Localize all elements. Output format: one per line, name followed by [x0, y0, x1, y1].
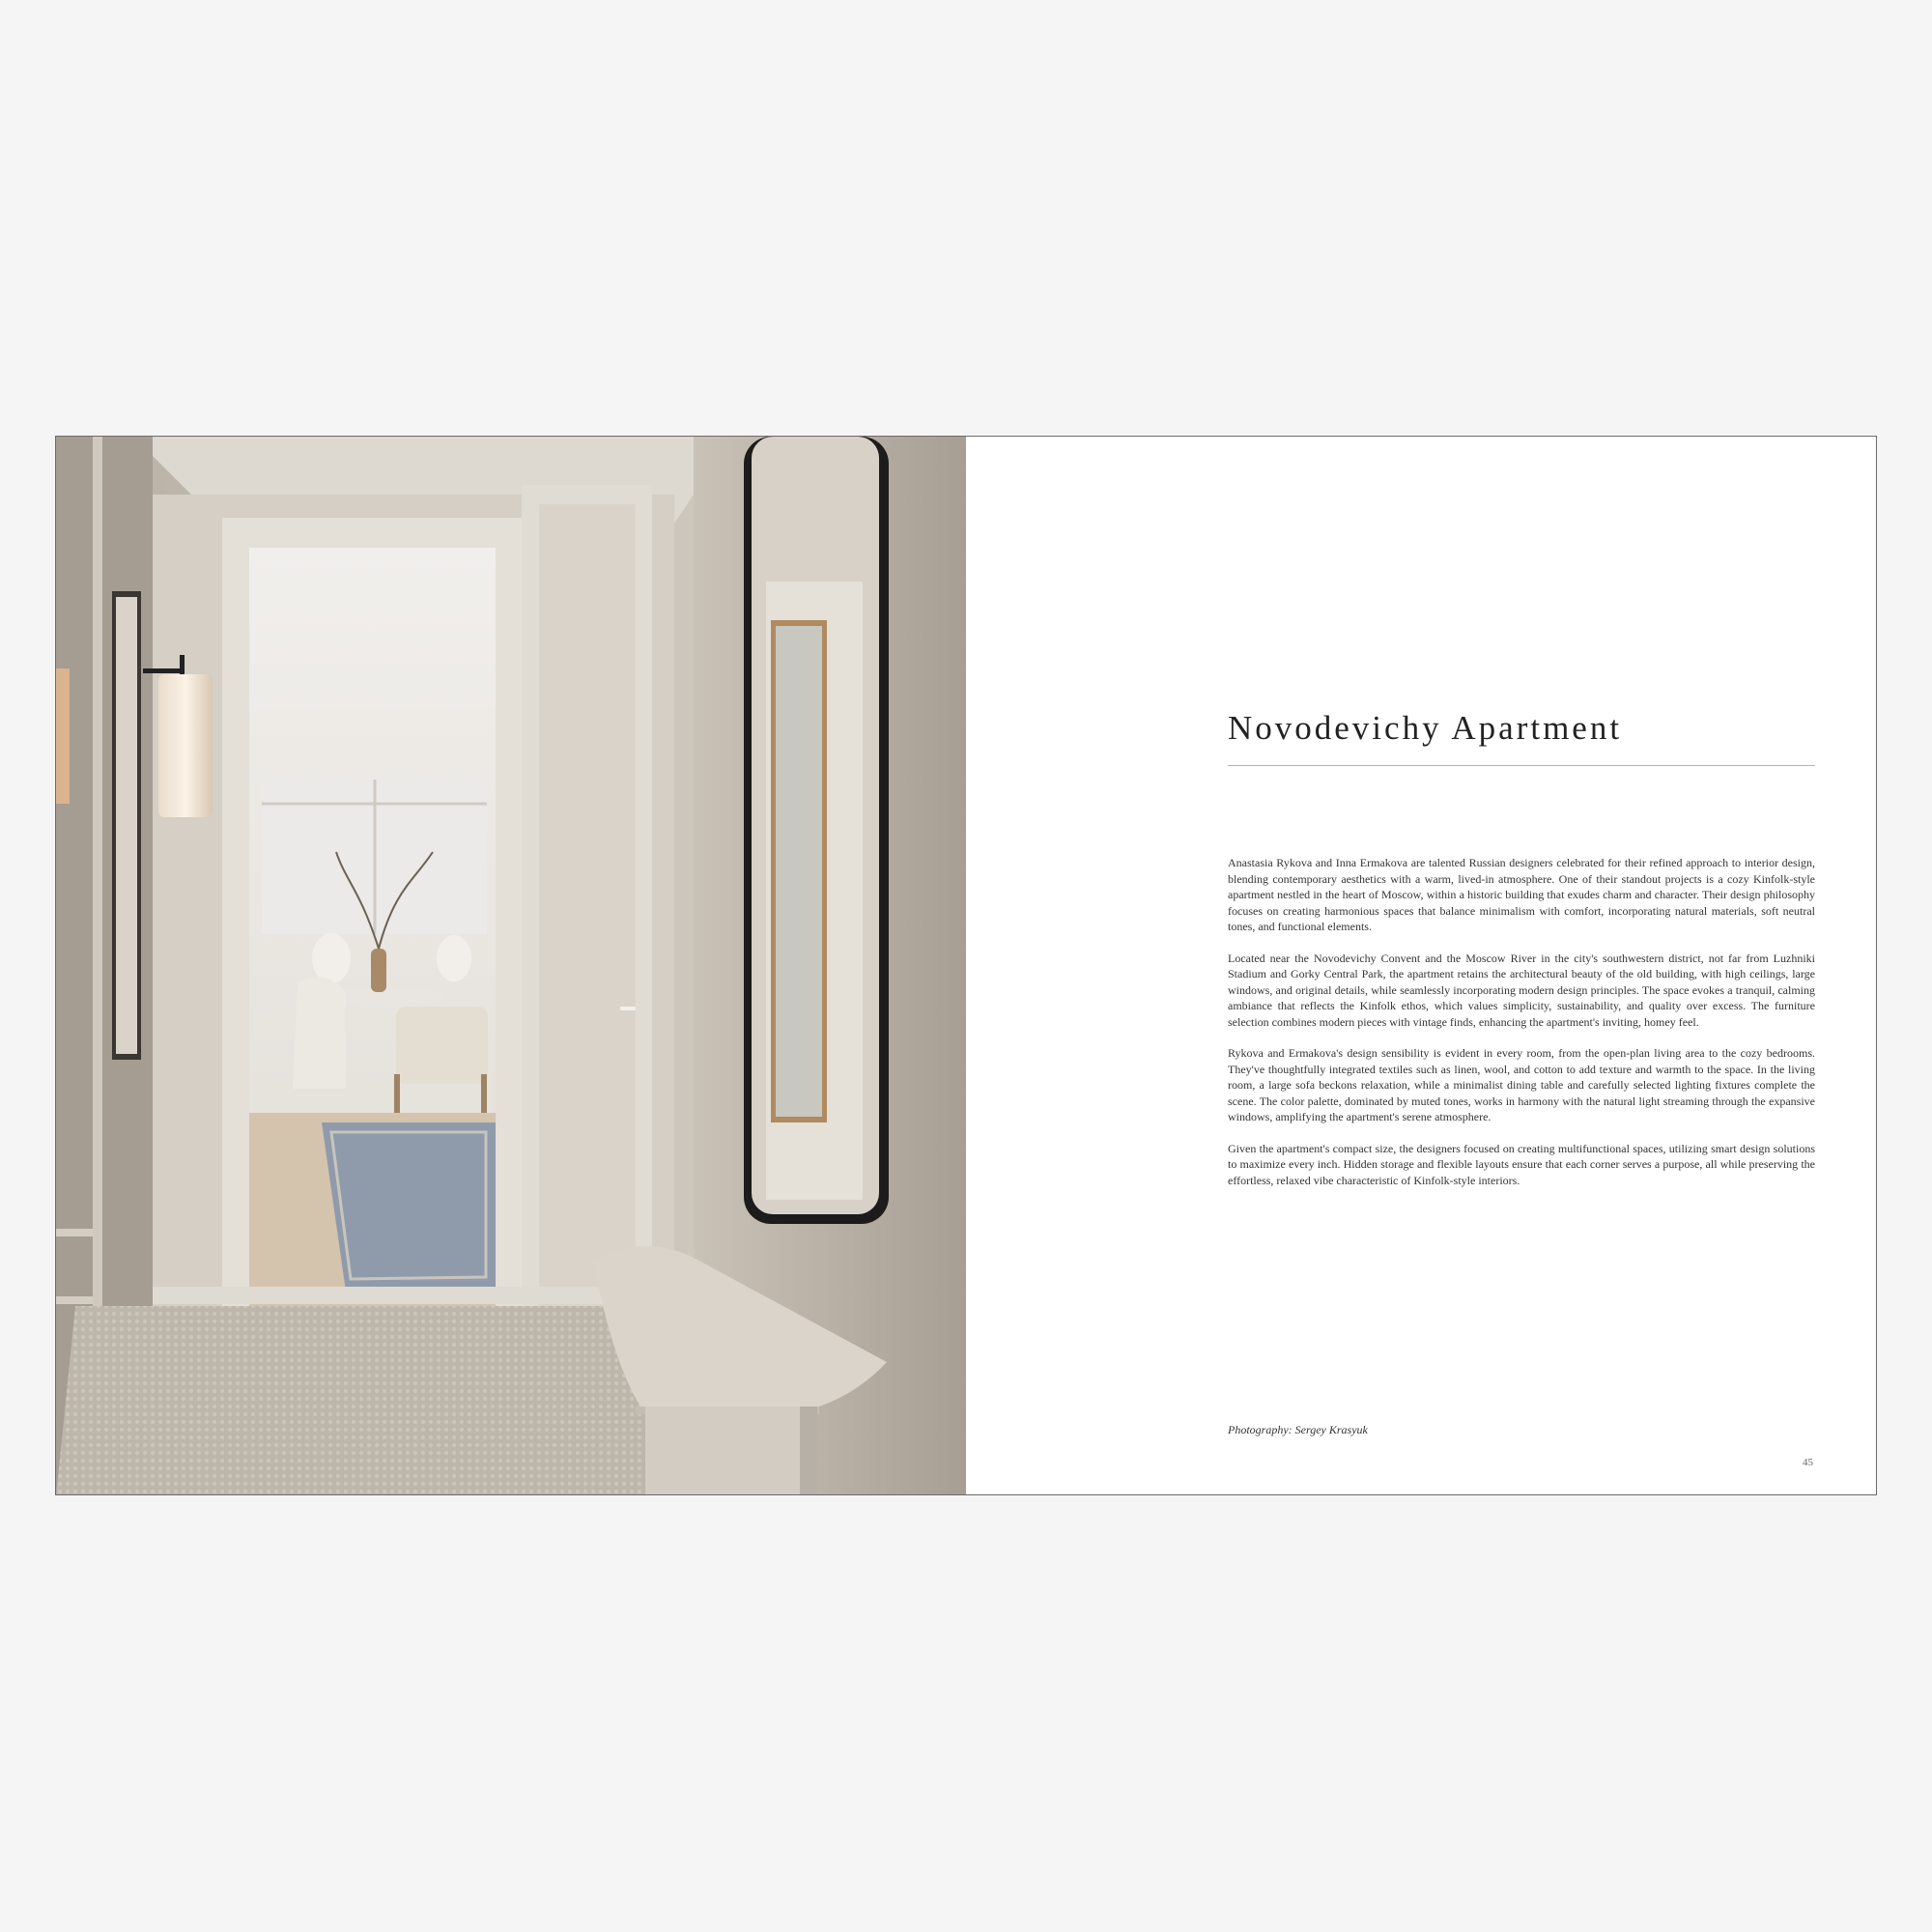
- photo-credit: Photography: Sergey Krasyuk: [1228, 1423, 1368, 1436]
- article-body: [1228, 855, 1815, 1204]
- title-divider: [1228, 765, 1815, 766]
- article-page: [966, 437, 1877, 1494]
- body-paragraph-3: Rykova and Ermakova's design sensibility is evident in every room, from the open-plan living area to the cozy bedrooms. They've thoughtfully integrated textiles such as linen, wool, and cotton to add texture and warmth to the space. In the living room, a large sofa beckons relaxation, while a minimalist dining table and carefully selected lighting fixtures complete the scene. The color palette, dominated by muted tones, works in harmony with the natural light streaming through the expansive windows, amplifying the apartment's serene atmosphere.: [1228, 1046, 1815, 1123]
- body-paragraph-4: Given the apartment's compact size, the designers focused on creating multifunctional spaces, utilizing smart design solutions to maximize every inch. Hidden storage and flexible layouts ensure that each corner serves a purpose, all while preserving the effortless, relaxed vibe characteristic of Kinfolk-style interiors.: [1228, 1141, 1815, 1187]
- article-title: Novodevichy Apartment: [1228, 709, 1623, 747]
- body-paragraph-2: Located near the Novodevichy Convent and the Moscow River in the city's southwestern district, not far from Luzhniki Stadium and Gorky Central Park, the apartment retains the architectural beauty of the old building, with high ceilings, large windows, and original details, while seamlessly incorporating modern design principles. The space evokes a tranquil, calming ambiance that reflects the Kinfolk ethos, which values simplicity, sustainability, and quality over excess. The furniture selection combines modern pieces with vintage finds, enhancing the apartment's inviting, homey feel.: [1228, 951, 1815, 1029]
- page-number: 45: [1803, 1457, 1813, 1468]
- body-paragraph-1: Anastasia Rykova and Inna Ermakova are talented Russian designers celebrated for their refined approach to interior design, blending contemporary aesthetics with a warm, lived-in atmosphere. One of their standout projects is a cozy Kinfolk-style apartment nestled in the heart of Moscow, within a historic building that exudes charm and character. Their design philosophy focuses on creating harmonious spaces that balance minimalism with comfort, incorporating natural materials, soft neutral tones, and functional elements.: [1228, 856, 1815, 933]
- book-spread: [55, 436, 1877, 1495]
- hallway-photo: [56, 437, 966, 1494]
